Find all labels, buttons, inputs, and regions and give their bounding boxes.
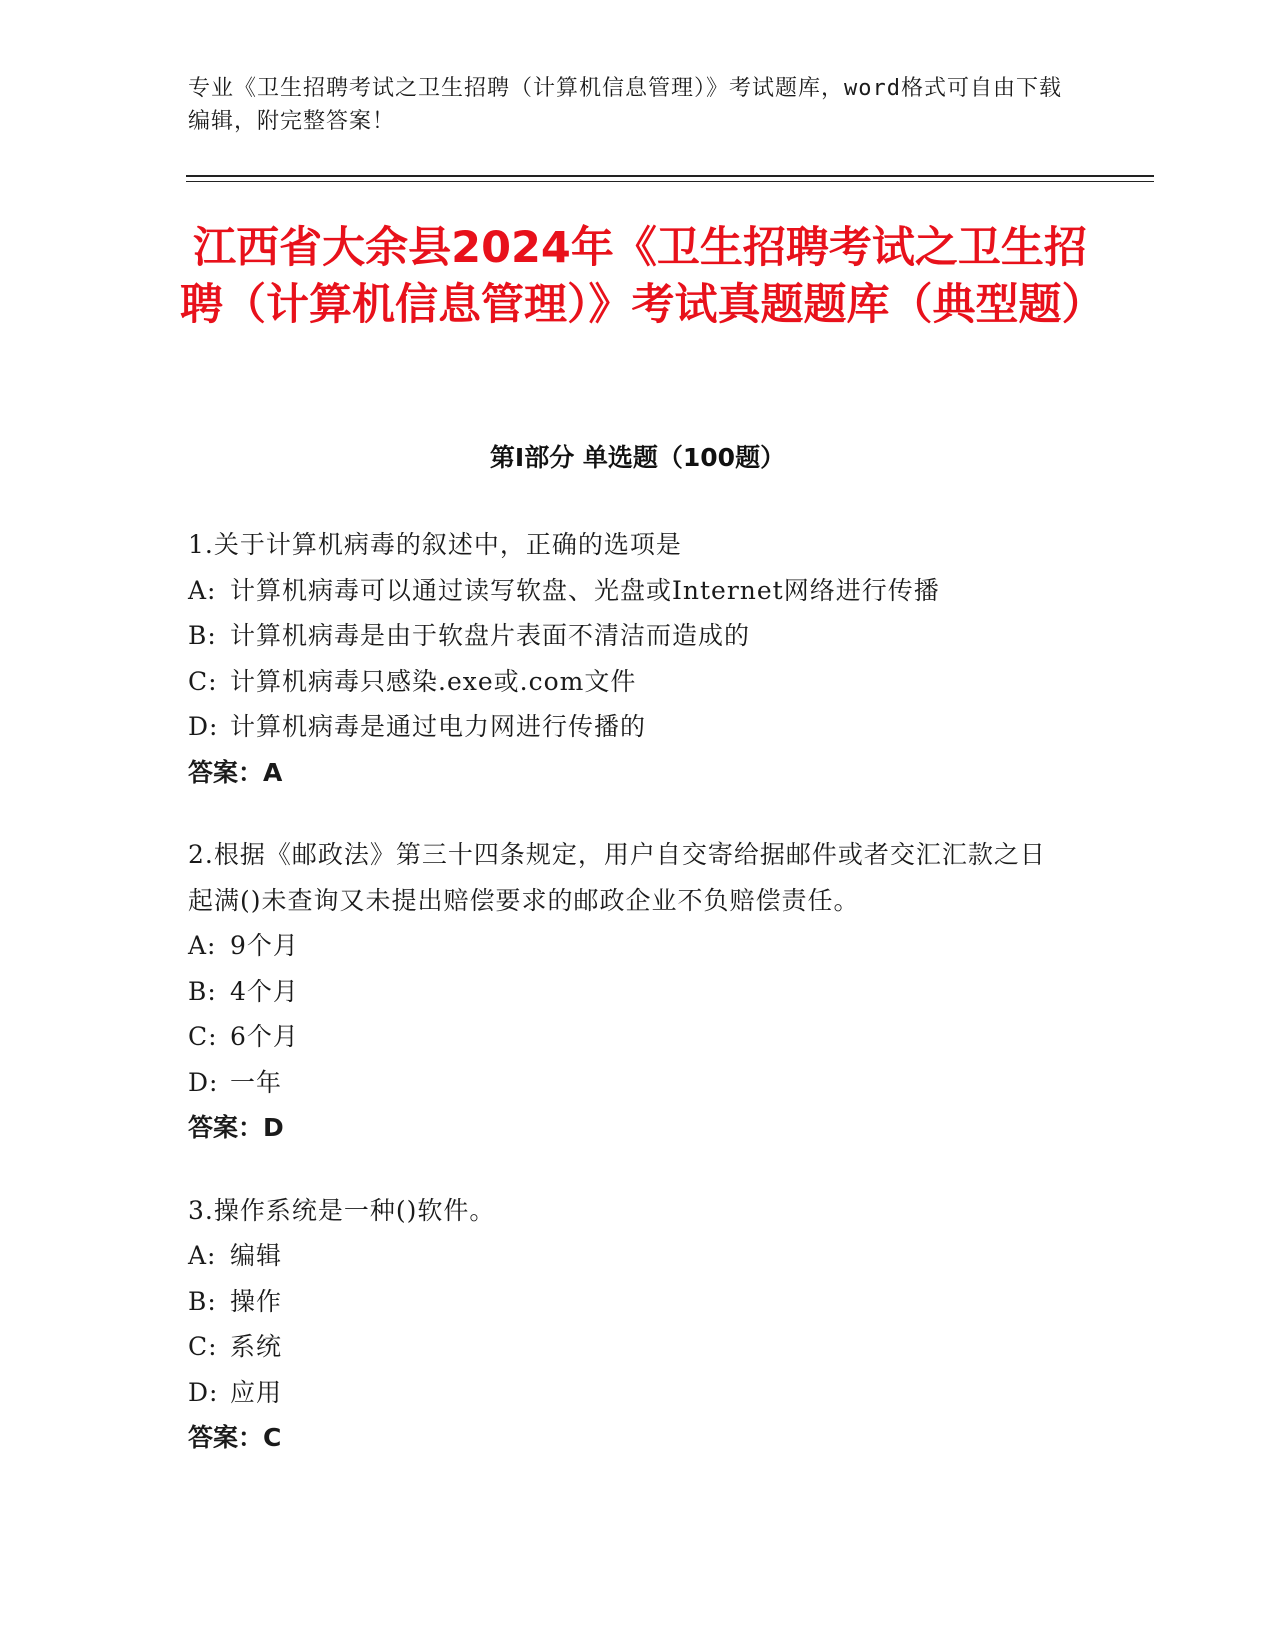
option-c [188, 1324, 1088, 1370]
option-letter: B: [188, 976, 217, 1006]
question-2 [188, 832, 1088, 1151]
document-title: 江西省大余县2024年《卫生招聘考试之卫生招聘（计算机信息管理）》考试真题题库（典型题） [180, 223, 1105, 330]
question-stem: 2.根据《邮政法》第三十四条规定，用户自交寄给据邮件或者交汇汇款之日起满()未查询又未提出赔偿要求的邮政企业不负赔偿责任。 [188, 840, 1046, 915]
option-text: 计算机病毒只感染.exe或.com文件 [230, 666, 637, 696]
section-heading: 第Ⅰ部分 单选题（100题） [489, 443, 786, 472]
option-text: 应用 [230, 1377, 283, 1407]
option-text: 计算机病毒可以通过读写软盘、光盘或Internet网络进行传播 [230, 575, 940, 605]
option-d [188, 1060, 1088, 1106]
question-list [188, 522, 1088, 1498]
option-letter: B: [188, 621, 217, 650]
option-letter: D: [188, 1377, 219, 1407]
option-letter: A: [188, 931, 217, 960]
option-d [188, 1370, 1088, 1416]
answer-line: 答案：C [188, 1423, 282, 1452]
option-letter: C: [188, 666, 218, 696]
option-text: 计算机病毒是通过电力网进行传播的 [230, 712, 647, 741]
option-letter: A: [188, 575, 217, 605]
option-b [188, 1279, 1088, 1325]
option-letter: D: [188, 712, 219, 741]
option-text: 操作 [230, 1286, 283, 1316]
header-divider-thin [186, 181, 1154, 182]
option-text: 一年 [230, 1067, 283, 1097]
answer-line: 答案：D [188, 1113, 284, 1142]
option-c [188, 659, 1088, 705]
option-text: 系统 [230, 1332, 283, 1361]
option-letter: A: [188, 1241, 217, 1270]
question-stem: 3.操作系统是一种()软件。 [188, 1195, 496, 1225]
option-a [188, 568, 1088, 614]
option-c [188, 1014, 1088, 1060]
option-text: 编辑 [230, 1241, 283, 1270]
option-text: 计算机病毒是由于软盘片表面不清洁而造成的 [230, 621, 751, 650]
option-d [188, 704, 1088, 750]
question-1 [188, 522, 1088, 795]
option-letter: B: [188, 1286, 217, 1316]
header-note: 专业《卫生招聘考试之卫生招聘（计算机信息管理）》考试题库，word格式可自由下载编辑，附完整答案！ [188, 76, 1062, 134]
option-a [188, 1233, 1088, 1279]
option-text: 9个月 [230, 931, 299, 960]
option-a [188, 923, 1088, 969]
option-letter: C: [188, 1332, 218, 1361]
question-stem: 1.关于计算机病毒的叙述中，正确的选项是 [188, 530, 682, 559]
option-b [188, 613, 1088, 659]
answer-line: 答案：A [188, 757, 283, 787]
option-text: 4个月 [230, 976, 299, 1006]
header-divider-thick [186, 175, 1154, 177]
option-b [188, 969, 1088, 1015]
option-text: 6个月 [230, 1022, 299, 1051]
question-3 [188, 1188, 1088, 1461]
option-letter: D: [188, 1067, 219, 1097]
option-letter: C: [188, 1022, 218, 1051]
